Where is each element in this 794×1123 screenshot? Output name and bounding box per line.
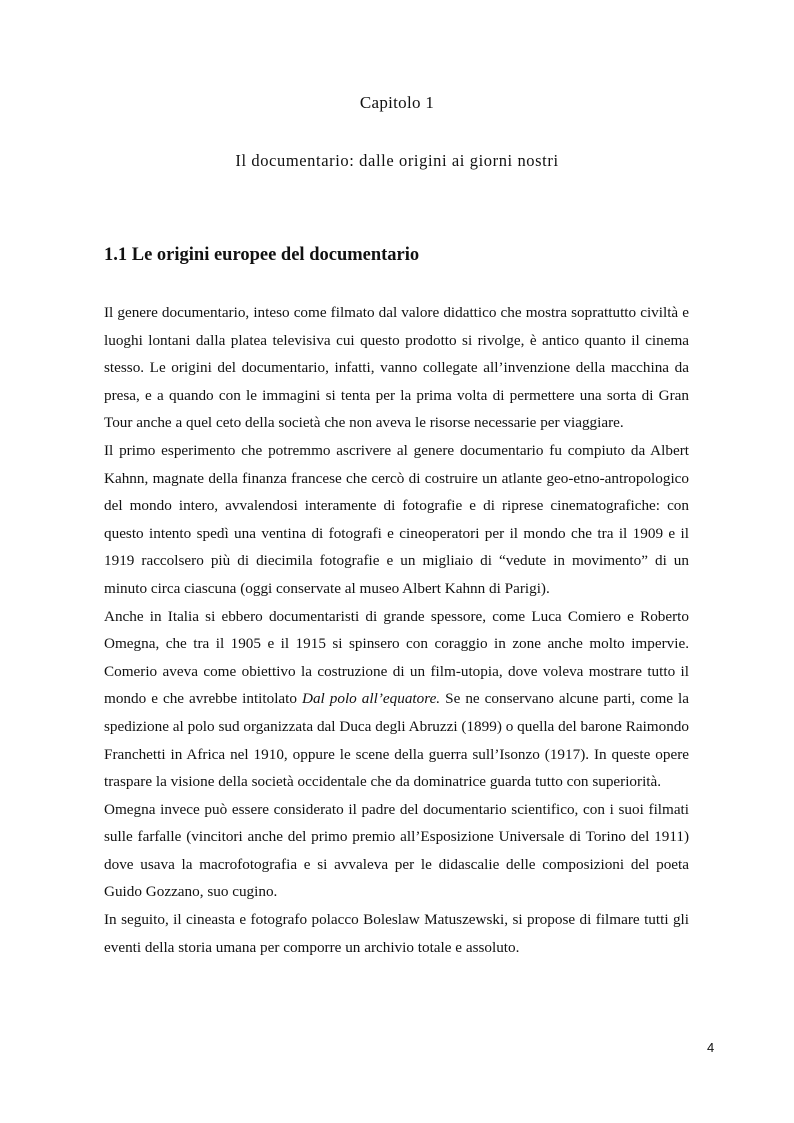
paragraph: Il primo esperimento che potremmo ascrivere al genere documentario fu compiuto da Albert Kahnn, magnate della finanza francese che cercò di costruire un atlante geo-etno-antropologico del mondo intero, avvalendosi interamente di fotografie e di riprese cinematografiche: con questo intento spedì una ventina di fotografi e cineoperatori per il mondo che tra il 1909 e il 1919 raccolsero più di diecimila fotografie e un migliaio di “vedute in movimento” di un minuto circa ciascuna (oggi conservate al museo Albert Kahnn di Parigi). (104, 441, 689, 597)
film-title: Dal polo all’equatore. (301, 690, 441, 708)
page-number: 4 (707, 1040, 715, 1055)
paragraph: Il genere documentario, inteso come filmato dal valore didattico che mostra soprattutto civiltà e luoghi lontani dalla platea televisiva cui questo prodotto si rivolge, è antico quanto il cinema stesso. Le origini del documentario, infatti, vanno collegate all’invenzione della macchina da presa, e a quando con le immagini si tenta per la prima volta di permettere una sorta di Gran Tour anche a quel ceto della società che non aveva le risorse necessarie per viaggiare. (104, 304, 689, 432)
paragraph: In seguito, il cineasta e fotografo polacco Boleslaw Matuszewski, si propose di filmare tutti gli eventi della storia umana per comporre un archivio totale e assoluto. (104, 911, 689, 956)
chapter-subtitle: Il documentario: dalle origini ai giorni nostri (235, 151, 559, 170)
paragraph-text: Anche in Italia si ebbero documentaristi di grande spessore, come Luca Comiero e Roberto Omegna, che tra il 1905 e il 1915 si spinsero con coraggio in zone anche molto impervie. Comerio aveva come obiettivo la costruzione di un film-utopia, dove voleva mostrare tutto il mondo e che avrebbe intitolato (104, 607, 689, 708)
body-text (104, 299, 689, 961)
paragraph (104, 603, 689, 796)
section-heading: 1.1 Le origini europee del documentario (104, 245, 420, 265)
chapter-title: Capitolo 1 (359, 93, 435, 112)
paragraph: Omegna invece può essere considerato il padre del documentario scientifico, con i suoi filmati sulle farfalle (vincitori anche del primo premio all’Esposizione Universale di Torino del 1911) dove usava la macrofotografia e si avvaleva per le didascalie delle composizioni del poeta Guido Gozzano, suo cugino. (104, 800, 689, 901)
paragraph-text: Se ne conservano alcune parti, come la spedizione al polo sud organizzata dal Duca degli Abruzzi (1899) o quella del barone Raimondo Franchetti in Africa nel 1910, oppure le scene della guerra sull’Isonzo (1917). In queste opere traspare la visione della società occidentale che da dominatrice guarda tutto con superiorità. (104, 690, 690, 791)
